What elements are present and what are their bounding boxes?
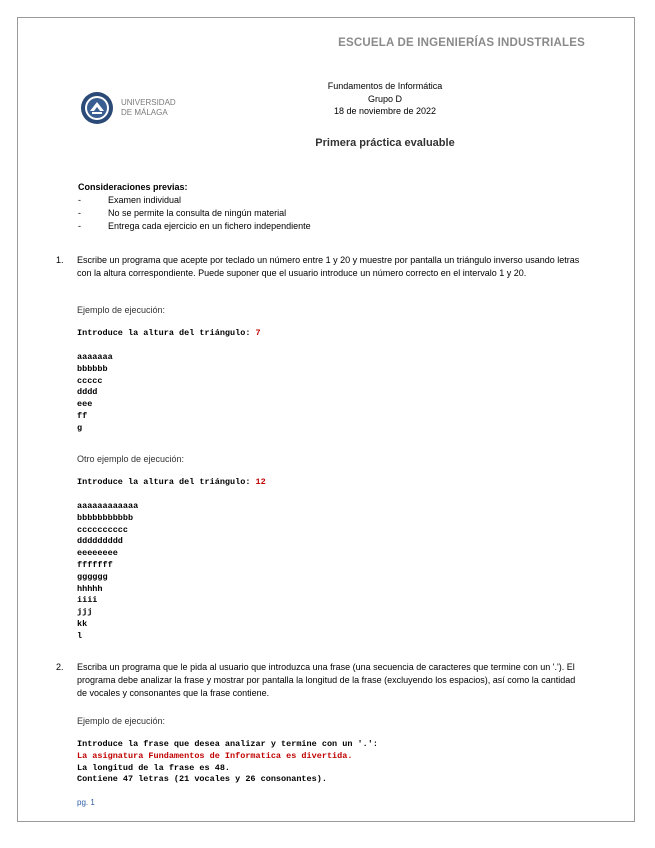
exercise-2-number: 2. <box>56 662 64 672</box>
list-item: - No se permite la consulta de ningún material <box>78 208 287 218</box>
output-line: eeeeeeee <box>77 548 118 559</box>
prompt-text: Introduce la altura del triángulo: <box>77 477 256 487</box>
user-input-line: La asignatura Fundamentos de Informatica es divertida. <box>77 750 353 761</box>
course-name: Fundamentos de Informática <box>327 81 443 91</box>
output-line: ff <box>77 410 88 421</box>
output-line: La longitud de la frase es 48. <box>77 762 231 773</box>
output-line: g <box>77 422 83 433</box>
list-item: - Entrega cada ejercicio en un fichero independiente <box>78 221 311 231</box>
output-line: cccccccccc <box>77 524 129 535</box>
considerations-list <box>78 194 311 233</box>
logo-line-2: DE MÁLAGA <box>121 108 168 117</box>
page-number: pg. 1 <box>77 798 95 807</box>
output-line: bbbbbb <box>77 363 108 374</box>
exercise-1 <box>56 254 586 280</box>
considerations-heading: Consideraciones previas: <box>78 182 188 192</box>
output-line: gggggg <box>77 571 108 582</box>
output-line: Contiene 47 letras (21 vocales y 26 consonantes). <box>77 774 327 785</box>
course-date: 18 de noviembre de 2022 <box>333 106 437 116</box>
output-line: fffffff <box>77 559 113 570</box>
output-line: l <box>77 630 83 641</box>
output-line: aaaaaaa <box>77 352 113 362</box>
exercise-1-text: Escribe un programa que acepte por teclado un número entre 1 y 20 y muestre por pantalla un triángulo inverso usando letras con la altura correspondiente. Puede suponer que el usuario introduce un número correcto en el intervalo 1 y 20. <box>77 255 580 278</box>
exercise-2-output <box>77 739 378 786</box>
university-name <box>121 98 176 118</box>
output-line: dddd <box>77 387 98 398</box>
output-line: jjj <box>77 607 93 618</box>
output-line: ddddddddd <box>77 536 123 547</box>
output-line: aaaaaaaaaaaa <box>77 501 139 511</box>
output-line: eee <box>77 399 93 410</box>
course-group: Grupo D <box>367 93 402 104</box>
exercise-1-prompt-line-2 <box>77 477 266 489</box>
exercise-1-example2-label: Otro ejemplo de ejecución: <box>77 454 185 464</box>
considerations-section <box>78 181 311 233</box>
exercise-1-output-1 <box>77 352 113 435</box>
exercise-2-text: Escriba un programa que le pida al usuario que introduzca una frase (una secuencia de caracteres que termine con un '.'). El programa debe analizar la frase y mostrar por pantalla la longitud de la frase (excluyendo los espacios), así como la cantidad de vocales y consonantes que la frase contiene. <box>77 662 576 698</box>
school-header: ESCUELA DE INGENIERÍAS INDUSTRIALES <box>338 37 585 49</box>
list-item: - Examen individual <box>78 195 182 205</box>
prompt-text: Introduce la altura del triángulo: <box>77 328 256 338</box>
output-line: bbbbbbbbbbb <box>77 512 134 523</box>
exercise-1-example-label: Ejemplo de ejecución: <box>77 305 166 315</box>
logo-line-1: UNIVERSIDAD <box>121 98 176 107</box>
exercise-1-prompt-line <box>77 328 261 340</box>
exercise-1-number: 1. <box>56 255 64 265</box>
output-line: hhhhh <box>77 583 103 594</box>
university-emblem-icon <box>80 91 114 125</box>
user-input-value: 7 <box>255 328 261 338</box>
page-title: Primera práctica evaluable <box>315 137 455 149</box>
output-line: iiii <box>77 595 98 606</box>
exercise-1-output-2 <box>77 501 138 643</box>
output-line: ccccc <box>77 375 103 386</box>
output-line: kk <box>77 618 88 629</box>
output-line: Introduce la frase que desea analizar y termine con un '.': <box>77 739 378 749</box>
user-input-value: 12 <box>255 477 266 487</box>
exercise-2-example-label: Ejemplo de ejecución: <box>77 716 166 726</box>
course-info <box>310 80 460 118</box>
university-logo <box>80 91 176 125</box>
exercise-2 <box>56 661 586 700</box>
